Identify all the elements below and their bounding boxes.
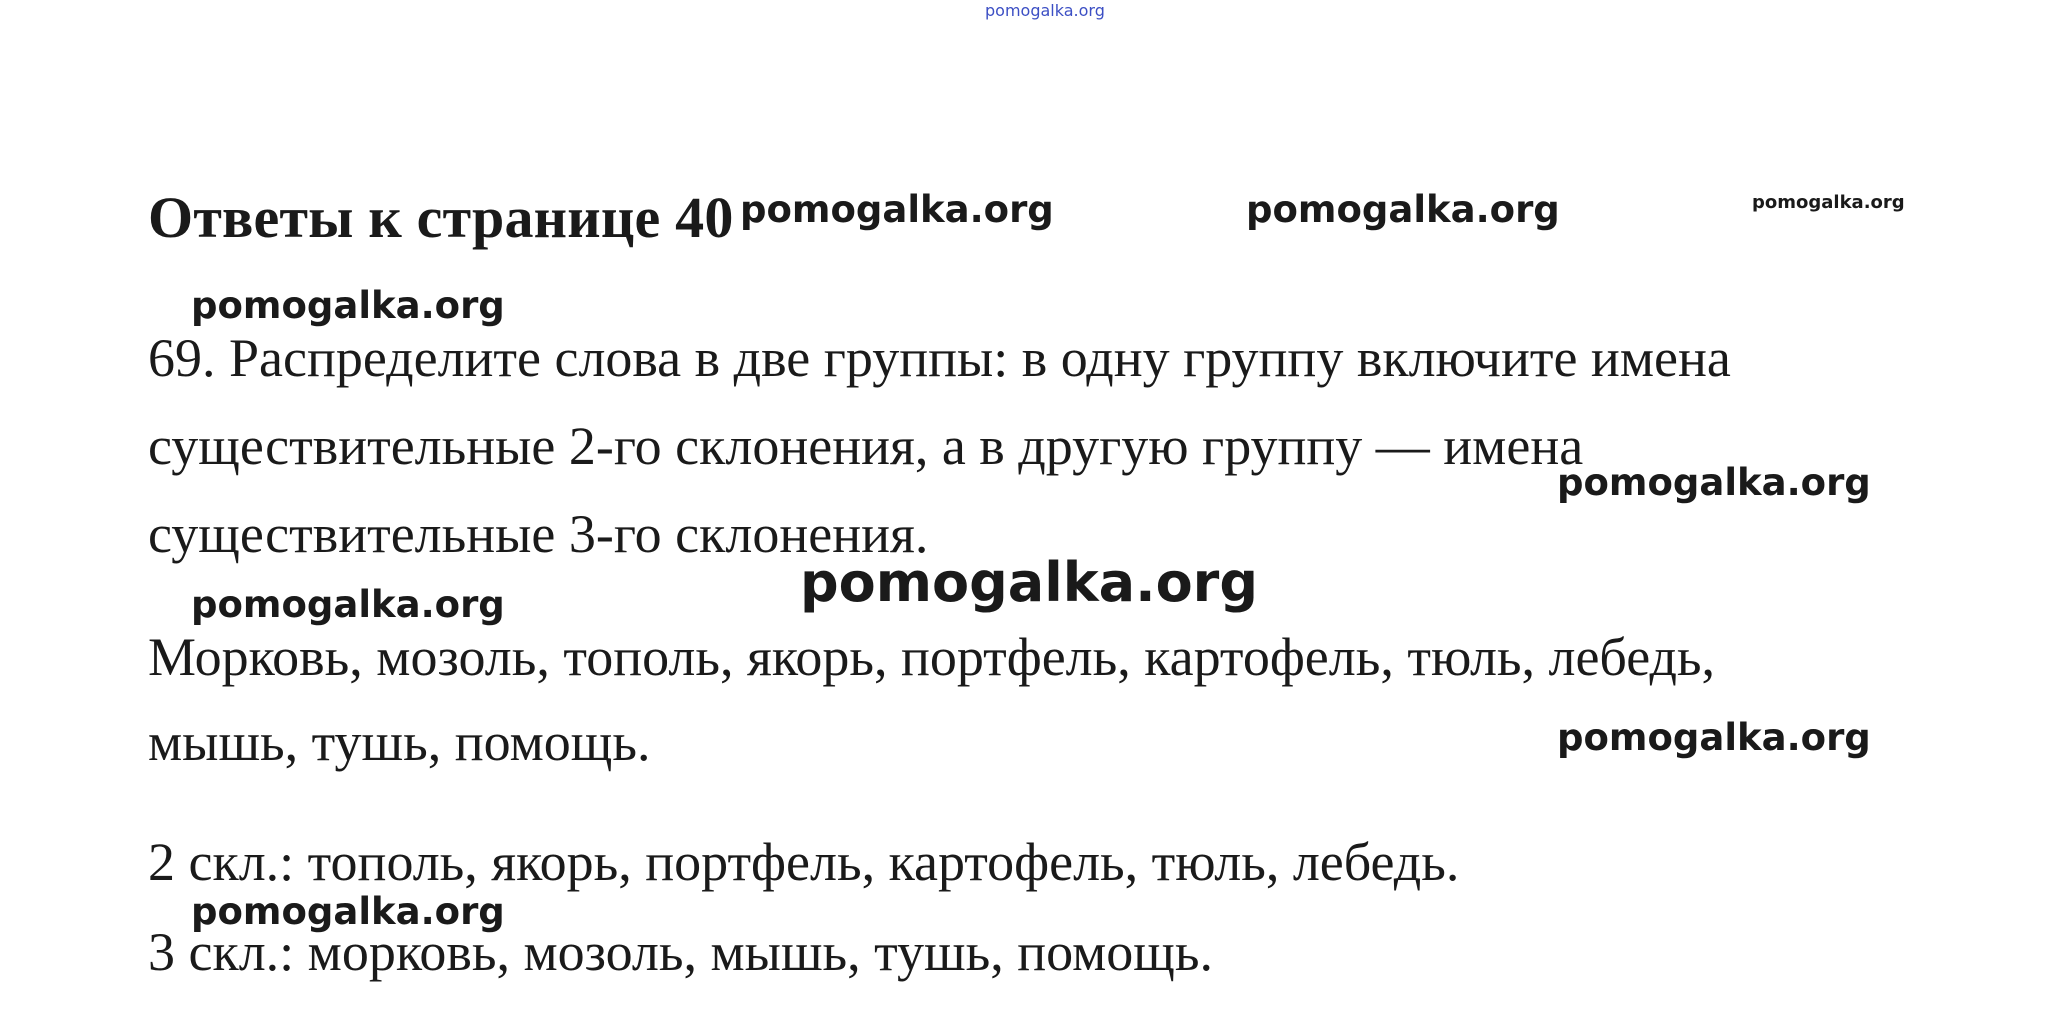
watermark-center-large: pomogalka.org [800, 551, 1258, 614]
watermark-title-right-2: pomogalka.org [1246, 188, 1560, 231]
watermark-right-2: pomogalka.org [1557, 716, 1871, 759]
words-line-1: Морковь, мозоль, тополь, якорь, портфель, картофель, тюль, лебедь, [148, 627, 1716, 687]
watermark-left-2: pomogalka.org [191, 583, 505, 626]
watermark-title-right-1: pomogalka.org [740, 188, 1054, 231]
watermark-title-corner: pomogalka.org [1752, 192, 1905, 213]
watermark-top: pomogalka.org [985, 1, 1105, 20]
watermark-right-1: pomogalka.org [1557, 461, 1871, 504]
watermark-left-1: pomogalka.org [191, 284, 505, 327]
answer-3-declension: 3 скл.: морковь, мозоль, мышь, тушь, помощь. [148, 922, 1213, 982]
watermark-left-3: pomogalka.org [191, 890, 505, 933]
words-line-2: мышь, тушь, помощь. [148, 712, 651, 772]
task-line-2: существительные 2-го склонения, а в другую группу — имена [148, 416, 1584, 476]
answer-2-declension: 2 скл.: тополь, якорь, портфель, картофель, тюль, лебедь. [148, 832, 1460, 892]
task-line-1: 69. Распределите слова в две группы: в одну группу включите имена [148, 328, 1731, 388]
page-title: Ответы к странице 40 [148, 185, 734, 250]
task-line-3: существительные 3-го склонения. [148, 504, 929, 564]
